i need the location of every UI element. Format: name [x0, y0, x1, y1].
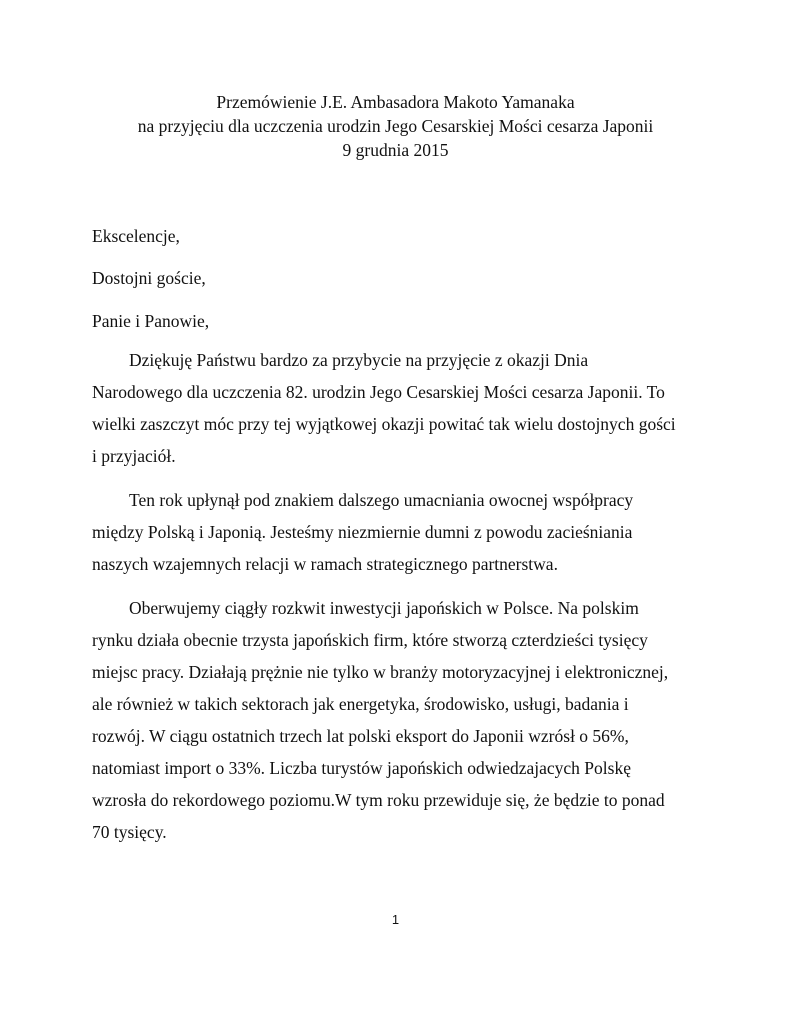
title-line-1: Przemówienie J.E. Ambasadora Makoto Yamanaka: [216, 92, 575, 112]
salutation-guests: Dostojni goście,: [92, 268, 206, 288]
paragraph-line: Narodowego dla uczczenia 82. urodzin Jego Cesarskiej Mości cesarza Japonii. To: [92, 382, 665, 402]
paragraph-line: 70 tysięcy.: [92, 822, 167, 842]
paragraph-line: Oberwujemy ciągły rozkwit inwestycji japońskich w Polsce. Na polskim: [129, 598, 639, 618]
paragraph-line: rynku działa obecnie trzysta japońskich firm, które stworzą czterdzieści tysięcy: [92, 630, 648, 650]
document-title-block: [0, 90, 791, 162]
title-line-2: na przyjęciu dla uczczenia urodzin Jego Cesarskiej Mości cesarza Japonii: [137, 116, 654, 136]
paragraph-line: wielki zaszczyt móc przy tej wyjątkowej okazji powitać tak wielu dostojnych gości: [92, 414, 676, 434]
date-line: 9 grudnia 2015: [342, 140, 449, 160]
paragraph-2: [92, 484, 712, 580]
paragraph-line: wzrosła do rekordowego poziomu.W tym roku przewiduje się, że będzie to ponad: [92, 790, 665, 810]
paragraph-line: między Polską i Japonią. Jesteśmy niezmiernie dumni z powodu zacieśniania: [92, 522, 633, 542]
paragraph-line: i przyjaciół.: [92, 446, 176, 466]
salutation-excellencies: Ekscelencje,: [92, 226, 180, 246]
paragraph-line: naszych wzajemnych relacji w ramach strategicznego partnerstwa.: [92, 554, 558, 574]
paragraph-1: [92, 344, 712, 472]
salutation-ladies-gentlemen: Panie i Panowie,: [92, 311, 210, 331]
page-number: 1: [391, 912, 400, 927]
paragraph-3: [92, 592, 712, 848]
paragraph-line: rozwój. W ciągu ostatnich trzech lat polski eksport do Japonii wzrósł o 56%,: [92, 726, 629, 746]
paragraph-line: ale również w takich sektorach jak energetyka, środowisko, usługi, badania i: [92, 694, 629, 714]
paragraph-line: Dziękuję Państwu bardzo za przybycie na przyjęcie z okazji Dnia: [129, 350, 589, 370]
paragraph-line: Ten rok upłynął pod znakiem dalszego umacniania owocnej współpracy: [129, 490, 634, 510]
paragraph-line: natomiast import o 33%. Liczba turystów japońskich odwiedzajacych Polskę: [92, 758, 631, 778]
paragraph-line: miejsc pracy. Działają prężnie nie tylko w branży motoryzacyjnej i elektronicznej,: [92, 662, 669, 682]
